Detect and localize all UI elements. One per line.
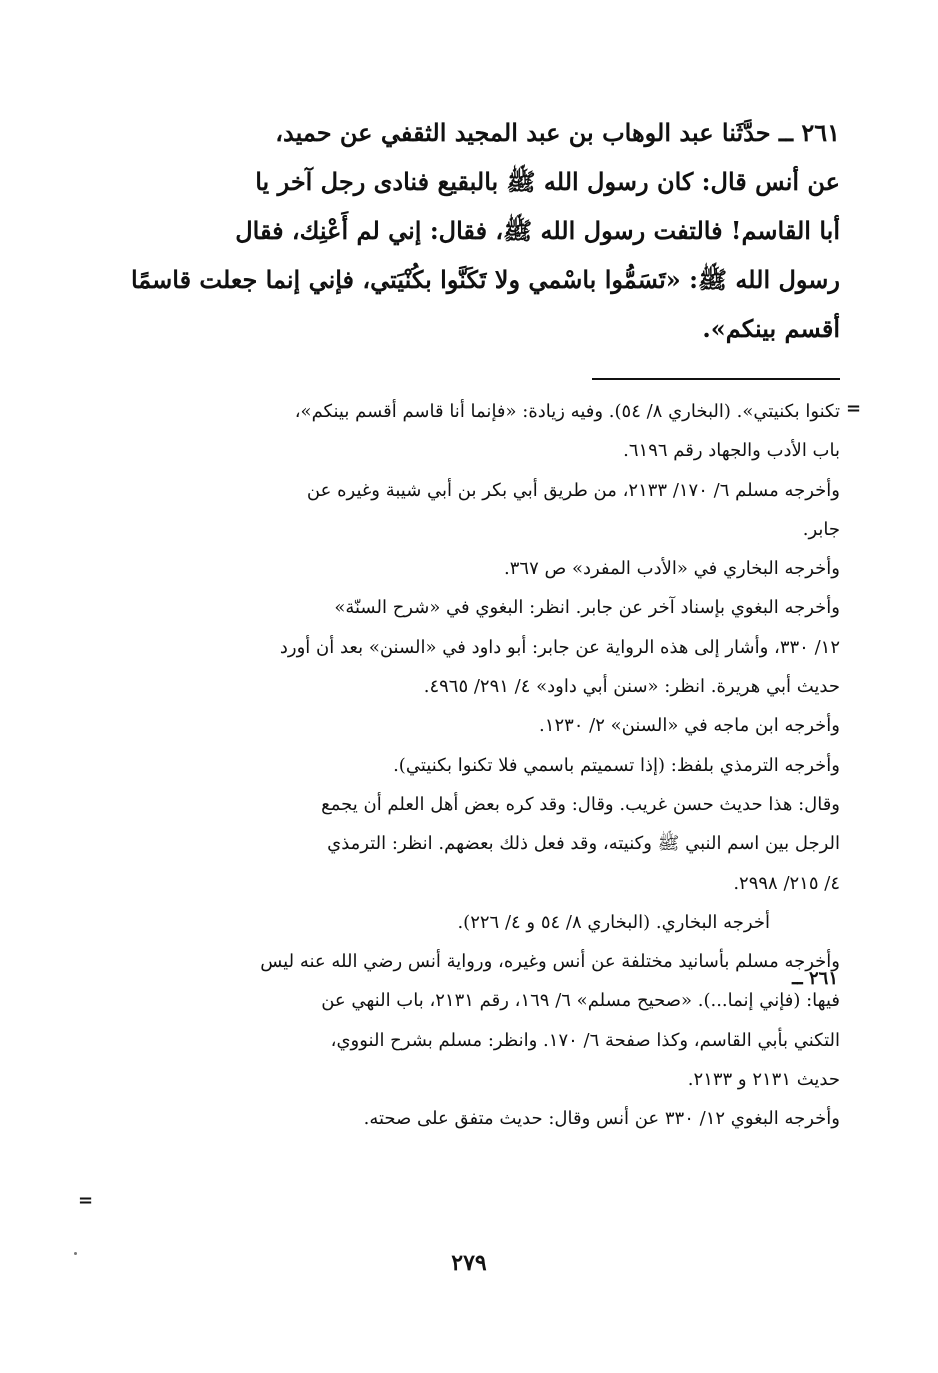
- main-text-line: أقسم بينكم».: [702, 314, 840, 343]
- footnote-line: وأخرجه الترمذي بلفظ: (إذا تسميتم باسمي فلا تكنوا بكنيتي).: [393, 754, 840, 776]
- footnote-line: وأخرجه البغوي بإسناد آخر عن جابر. انظر: البغوي في «شرح السنّة»: [334, 597, 840, 619]
- footnotes-block: [94, 392, 840, 1139]
- footnote-line: جابر.: [802, 518, 840, 540]
- footnote-line: تكنوا بكنيتي». (البخاري ٨/ ٥٤). وفيه زيادة: «فإنما أنا قاسم أقسم بينكم»،: [294, 401, 840, 422]
- main-text-line: أبا القاسم! فالتفت رسول الله ﷺ، فقال: إني لم أَعْنِك، فقال: [235, 216, 840, 245]
- footnote-line: ١٢/ ٣٣٠، وأشار إلى هذه الرواية عن جابر: أبو داود في «السنن» بعد أن أورد: [279, 636, 840, 658]
- footnote-line: أخرجه البخاري. (البخاري ٨/ ٥٤ و ٤/ ٢٢٦).: [457, 911, 770, 933]
- footnote-line: وأخرجه مسلم بأسانيد مختلفة عن أنس وغيره، ورواية أنس رضي الله عنه ليس: [260, 951, 840, 973]
- hadith-main-text: [94, 108, 840, 353]
- footnote-line: وأخرجه البغوي ١٢/ ٣٣٠ عن أنس وقال: حديث متفق على صحته.: [363, 1108, 840, 1130]
- footnote-line: ٤/ ٢١٥/ ٢٩٩٨.: [733, 872, 840, 894]
- page-number: ٢٧٩: [451, 1250, 487, 1276]
- footnote-line: الرجل بين اسم النبي ﷺ وكنيته، وقد فعل ذلك بعضهم. انظر: الترمذي: [327, 833, 840, 855]
- main-text-line: ٢٦١ ــ حدَّثَنا عبد الوهاب بن عبد المجيد الثقفي عن حميد،: [275, 118, 840, 147]
- footnote-divider: [592, 378, 840, 380]
- footnote-end-mark: =: [78, 1190, 94, 1211]
- footnote-line: باب الأدب والجهاد رقم ٦١٩٦.: [623, 440, 840, 462]
- footnote-line: وأخرجه ابن ماجه في «السنن» ٢/ ١٢٣٠.: [539, 715, 840, 737]
- footnote-line: فيها: (فإني إنما...). «صحيح مسلم» ٦/ ١٦٩، رقم ٢١٣١، باب النهي عن: [321, 990, 840, 1012]
- footnote-line: التكني بأبي القاسم، وكذا صفحة ٦/ ١٧٠. وانظر: مسلم بشرح النووي،: [330, 1029, 840, 1051]
- main-text-line: عن أنس قال: كان رسول الله ﷺ بالبقيع فنادى رجل آخر يا: [255, 167, 840, 196]
- footnote-line: وأخرجه البخاري في «الأدب المفرد» ص ٣٦٧.: [504, 558, 840, 580]
- footnote-line: وقال: هذا حديث حسن غريب. وقال: وقد كره بعض أهل العلم أن يجمع: [321, 793, 840, 815]
- main-text-line: رسول الله ﷺ: «تَسَمُّوا باسْمي ولا تَكَنَّوا بكُنْيَتي، فإني إنما جعلت قاسمًا: [130, 265, 840, 294]
- footnote-line: حديث أبي هريرة. انظر: «سنن أبي داود» ٤/ ٢٩١/ ٤٩٦٥.: [423, 676, 840, 698]
- footnote-line: وأخرجه مسلم ٦/ ١٧٠/ ٢١٣٣، من طريق أبي بكر بن أبي شيبة وغيره عن: [306, 479, 840, 501]
- footnote-line: حديث ٢١٣١ و ٢١٣٣.: [687, 1069, 840, 1091]
- footnote-number: ٢٦١ ــ: [792, 968, 838, 989]
- footnote-continuation-mark: =: [846, 398, 862, 419]
